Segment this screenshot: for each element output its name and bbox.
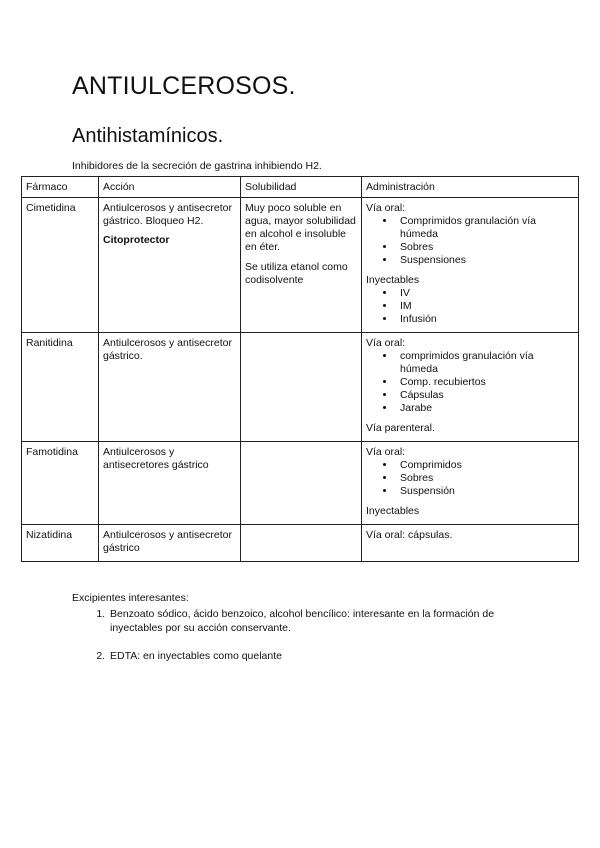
action-text: Antiulcerosos y antisecretor gástrico <box>103 529 232 554</box>
admin-oral-label: Vía oral: <box>366 446 406 458</box>
header-administracion: Administración <box>362 177 579 198</box>
excipients-list <box>72 607 532 663</box>
action-text: Antiulcerosos y antisecretor gástrico. Bloqueo H2. <box>103 202 232 227</box>
admin-oral-list <box>366 350 573 415</box>
list-item: • Comp. recubiertos <box>396 376 573 389</box>
solubility-note: Se utiliza etanol como codisolvente <box>245 261 348 286</box>
section-subtitle: Inhibidores de la secreción de gastrina inhibiendo H2. <box>72 160 322 172</box>
solubility-cell <box>241 525 362 562</box>
page-title: ANTIULCEROSOS. <box>72 72 296 100</box>
excipients-section <box>72 591 532 663</box>
table-row <box>22 198 579 333</box>
list-item: 1. Benzoato sódico, ácido benzoico, alcohol bencílico: interesante en la formación de inyectables por su acción conservante. <box>108 607 532 635</box>
action-cell <box>99 333 241 442</box>
drug-name: Ranitidina <box>22 333 99 442</box>
admin-cell <box>362 198 579 333</box>
list-item: • Cápsulas <box>396 389 573 402</box>
table-row <box>22 525 579 562</box>
admin-cell <box>362 333 579 442</box>
header-farmaco: Fármaco <box>22 177 99 198</box>
admin-oral-label: Vía oral: <box>366 202 406 214</box>
table-row <box>22 333 579 442</box>
drug-name: Nizatidina <box>22 525 99 562</box>
admin-oral-list <box>366 459 573 498</box>
admin-extra: Inyectables <box>366 505 420 517</box>
action-bold-text: Citoprotector <box>103 234 170 246</box>
admin-cell <box>362 525 579 562</box>
action-cell <box>99 525 241 562</box>
admin-inj-list <box>366 287 573 326</box>
admin-inj-label: Inyectables <box>366 274 420 286</box>
admin-cell <box>362 442 579 525</box>
table-header-row <box>22 177 579 198</box>
action-cell <box>99 198 241 333</box>
solubility-cell <box>241 442 362 525</box>
action-cell <box>99 442 241 525</box>
list-item: • Comprimidos granulación vía húmeda <box>396 215 573 241</box>
list-item: • comprimidos granulación vía húmeda <box>396 350 573 376</box>
action-text: Antiulcerosos y antisecretor gástrico. <box>103 337 232 362</box>
list-item: • Comprimidos <box>396 459 573 472</box>
section-title: Antihistamínicos. <box>72 125 224 147</box>
list-item: • Suspensión <box>396 485 573 498</box>
admin-text: Vía oral: cápsulas. <box>366 529 453 541</box>
header-accion: Acción <box>99 177 241 198</box>
drug-name: Famotidina <box>22 442 99 525</box>
admin-oral-label: Vía oral: <box>366 337 406 349</box>
action-text: Antiulcerosos y antisecretores gástrico <box>103 446 209 471</box>
list-item: • IV <box>396 287 573 300</box>
solubility-cell <box>241 198 362 333</box>
excipients-heading: Excipientes interesantes: <box>72 592 189 604</box>
list-item: • Suspensiones <box>396 254 573 267</box>
table-row <box>22 442 579 525</box>
list-item: • Jarabe <box>396 402 573 415</box>
admin-oral-list <box>366 215 573 267</box>
list-item: • Infusión <box>396 313 573 326</box>
drug-table <box>21 176 579 562</box>
solubility-cell <box>241 333 362 442</box>
admin-extra: Vía parenteral. <box>366 422 435 434</box>
header-solubilidad: Solubilidad <box>241 177 362 198</box>
drug-name: Cimetidina <box>22 198 99 333</box>
list-item: • IM <box>396 300 573 313</box>
list-item: 2. EDTA: en inyectables como quelante <box>108 649 532 663</box>
list-item: • Sobres <box>396 241 573 254</box>
list-item: • Sobres <box>396 472 573 485</box>
solubility-text: Muy poco soluble en agua, mayor solubilidad en alcohol e insoluble en éter. <box>245 202 356 253</box>
